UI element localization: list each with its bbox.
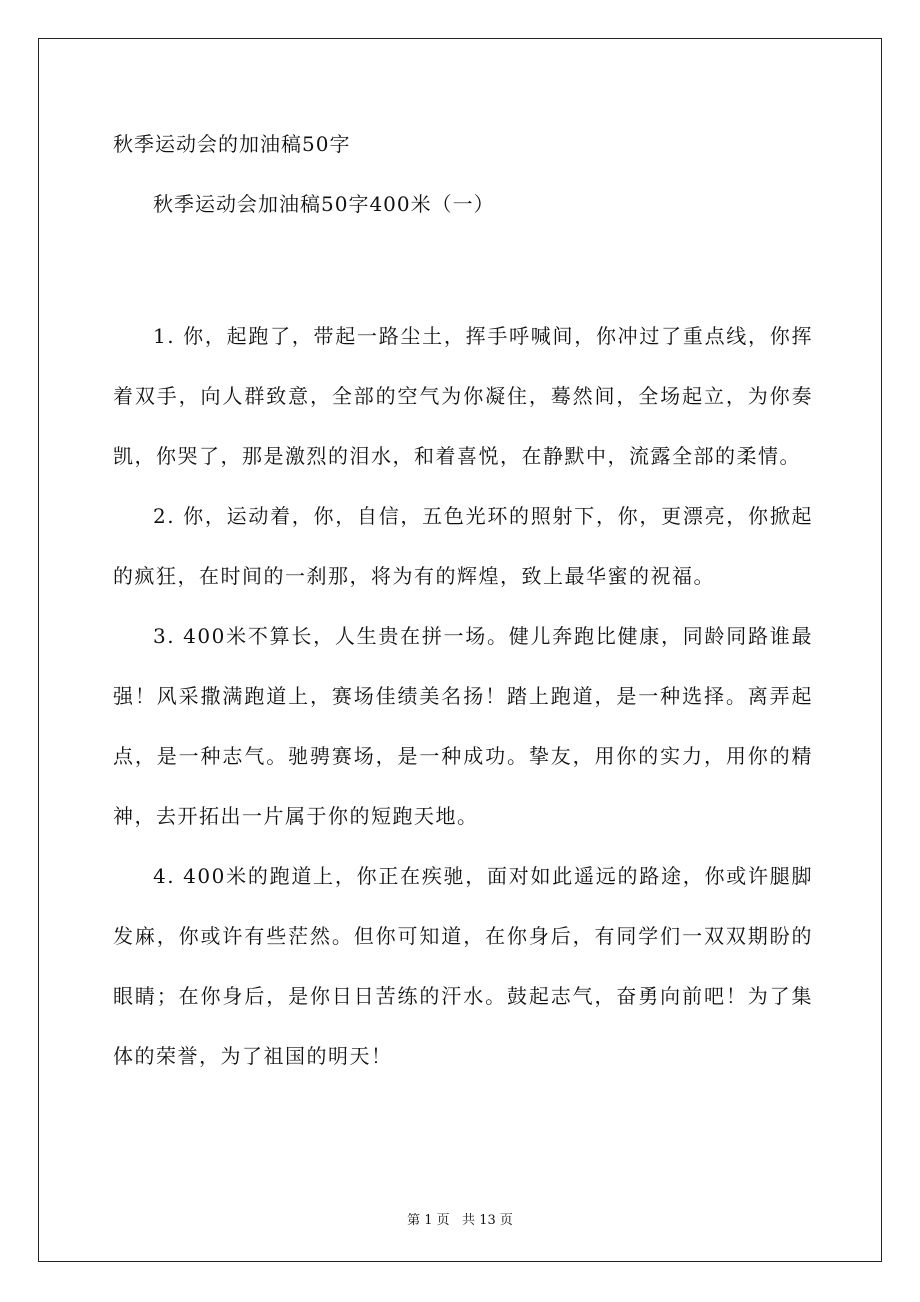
page-footer: 第 1 页 共 13 页: [407, 1213, 513, 1228]
paragraph-1: 1. 你，起跑了，带起一路尘土，挥手呼喊间，你冲过了重点线，你挥着双手，向人群致意，全部的空气为你凝住，蓦然间，全场起立，为你奏凯，你哭了，那是激烈的泪水，和着喜悦，在静默中，流露全部的柔情。: [113, 324, 813, 468]
document-body: [113, 306, 813, 1086]
paragraph-2: 2. 你，运动着，你，自信，五色光环的照射下，你，更漂亮，你掀起的疯狂，在时间的一刹那，将为有的辉煌，致上最华蜜的祝福。: [113, 504, 813, 588]
document-title: 秋季运动会的加油稿50字: [113, 132, 351, 156]
paragraph-3: 3. 400米不算长，人生贵在拼一场。健儿奔跑比健康，同龄同路谁最强！风采撒满跑道上，赛场佳绩美名扬！踏上跑道，是一种选择。离弄起点，是一种志气。驰骋赛场，是一种成功。挚友，用你的实力，用你的精神，去开拓出一片属于你的短跑天地。: [113, 624, 813, 828]
paragraph-4: 4. 400米的跑道上，你正在疾驰，面对如此遥远的路途，你或许腿脚发麻，你或许有些茫然。但你可知道，在你身后，有同学们一双双期盼的眼睛；在你身后，是你日日苦练的汗水。鼓起志气，奋勇向前吧！为了集体的荣誉，为了祖国的明天！: [113, 864, 813, 1068]
document-subtitle: 秋季运动会加油稿50字400米（一）: [153, 192, 495, 216]
